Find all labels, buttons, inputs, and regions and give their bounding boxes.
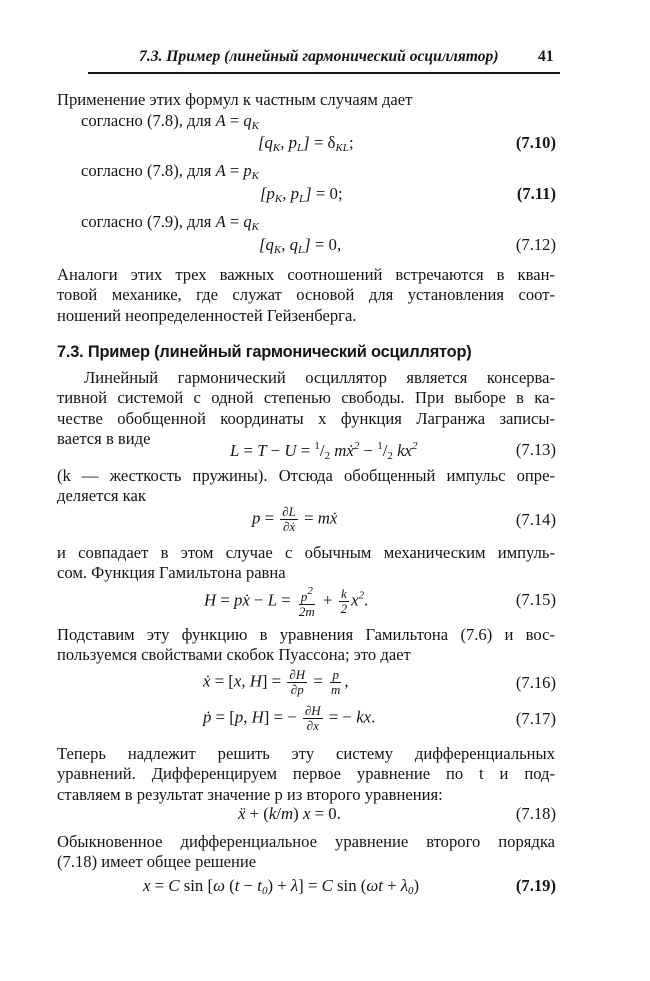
equation-number-7-15: (7.15) [515, 590, 556, 609]
paragraph-hamiltonian [57, 543, 555, 584]
text-line: деляется как [57, 486, 146, 506]
equation-number-7-12: (7.12) [515, 235, 556, 254]
equation-7-18: ẍ + (k/m) x = 0. [238, 804, 341, 823]
equation-7-16: ẋ = [x, H] = $\frac{\partial H}{\partial p}$ = $\frac{p}{m}$ , [203, 667, 349, 697]
equation-7-19: x = C sin [ω $(t - t_0) + \lambda] = C$ $\sin (\omega t + \lambda_0)$ [143, 876, 420, 897]
text-line: и совпадает в этом случае с обычным механическим импуль- [57, 543, 555, 562]
text-line: Подставим эту функцию в уравнения Гамильтона (7.6) и вос- [57, 625, 555, 644]
equation-number-7-16: (7.16) [515, 673, 556, 692]
text-line: Теперь надлежит решить эту систему дифференциальных [57, 744, 555, 763]
text-line: вается в виде [57, 429, 151, 449]
equation-number-7-18: (7.18) [515, 804, 556, 823]
text-line: (k — жесткость пружины). Отсюда обобщенный импульс опре- [57, 466, 555, 485]
text-line: товой механике, где служат основой для установления соот- [57, 285, 555, 305]
text-line: уравнений. Дифференцируем первое уравнение по t и под- [57, 764, 555, 784]
equation-7-12: [$q_K$, $q_L] = 0$, [259, 235, 342, 256]
equation-7-17: ṗ = [p, H] = − $\frac{\partial H}{\partial x}$ = − kx. [203, 703, 376, 733]
running-header-title: 7.3. Пример (линейный гармонический осциллятор) [139, 48, 499, 65]
header-rule [88, 72, 560, 74]
paragraph-substitution [57, 625, 555, 666]
text-line: (7.18) имеет общее решение [57, 852, 257, 872]
text-line: ставляем в результат значение p из второго уравнения: [57, 784, 443, 804]
analog-paragraph [57, 265, 555, 326]
equation-7-13: $L = T - U = ^1/_2$ mẋ$^2$ − $^1/_2$ $kx^2$ [230, 440, 418, 462]
text-line: Обыкновенное дифференциальное уравнение второго порядка [57, 832, 555, 851]
paragraph-lagrangian [57, 368, 555, 450]
equation-number-7-19: (7.19) [515, 876, 556, 895]
equation-number-7-14: (7.14) [515, 510, 556, 529]
case-label-1: согласно (7.8), для $A = q_K$ [81, 111, 260, 132]
text-line: тивной системой с одной степенью свободы. При выборе в ка- [57, 388, 555, 408]
intro-line: Применение этих формул к частным случаям дает [57, 90, 413, 109]
text-line: сом. Функция Гамильтона равна [57, 563, 286, 583]
equation-7-10: [$q_K$, $p_L] = \delta_{KL}$; [258, 133, 354, 154]
paragraph-solution [57, 832, 555, 873]
paragraph-differentiate [57, 744, 555, 805]
page-number: 41 [538, 48, 554, 65]
text-line: честве обобщенной координаты x функция Лагранжа записы- [57, 408, 555, 428]
equation-number-7-13: (7.13) [515, 440, 556, 459]
text-line: Линейный гармонический осциллятор является консерва- [84, 368, 555, 387]
text-line: Аналоги этих трех важных соотношений встречаются в кван- [57, 265, 555, 284]
equation-7-14: p = $\frac{\partial L}{\text{∂ẋ}}$ = mẋ [252, 504, 338, 534]
equation-number-7-10: (7.10) [515, 133, 556, 152]
equation-7-11: [$p_K$, $p_L] = 0$; [260, 184, 343, 205]
section-heading: 7.3. Пример (линейный гармонический осциллятор) [57, 343, 472, 361]
case-label-3: согласно (7.9), для $A = q_K$ [81, 212, 260, 233]
equation-7-15: H = pẋ − L = $\frac{p^2}{2m}$ + $\frac{k}{2}$ $x^2$. [204, 585, 369, 619]
text-line: пользуемся свойствами скобок Пуассона; это дает [57, 645, 411, 665]
case-label-1-prefix: согласно (7.8), для [81, 111, 212, 130]
equation-number-7-11: (7.11) [516, 184, 556, 203]
text-line: ношений неопределенностей Гейзенберга. [57, 305, 357, 325]
case-label-2: согласно (7.8), для $A = p_K$ [81, 161, 260, 182]
paragraph-momentum [57, 466, 555, 507]
equation-number-7-17: (7.17) [515, 709, 556, 728]
